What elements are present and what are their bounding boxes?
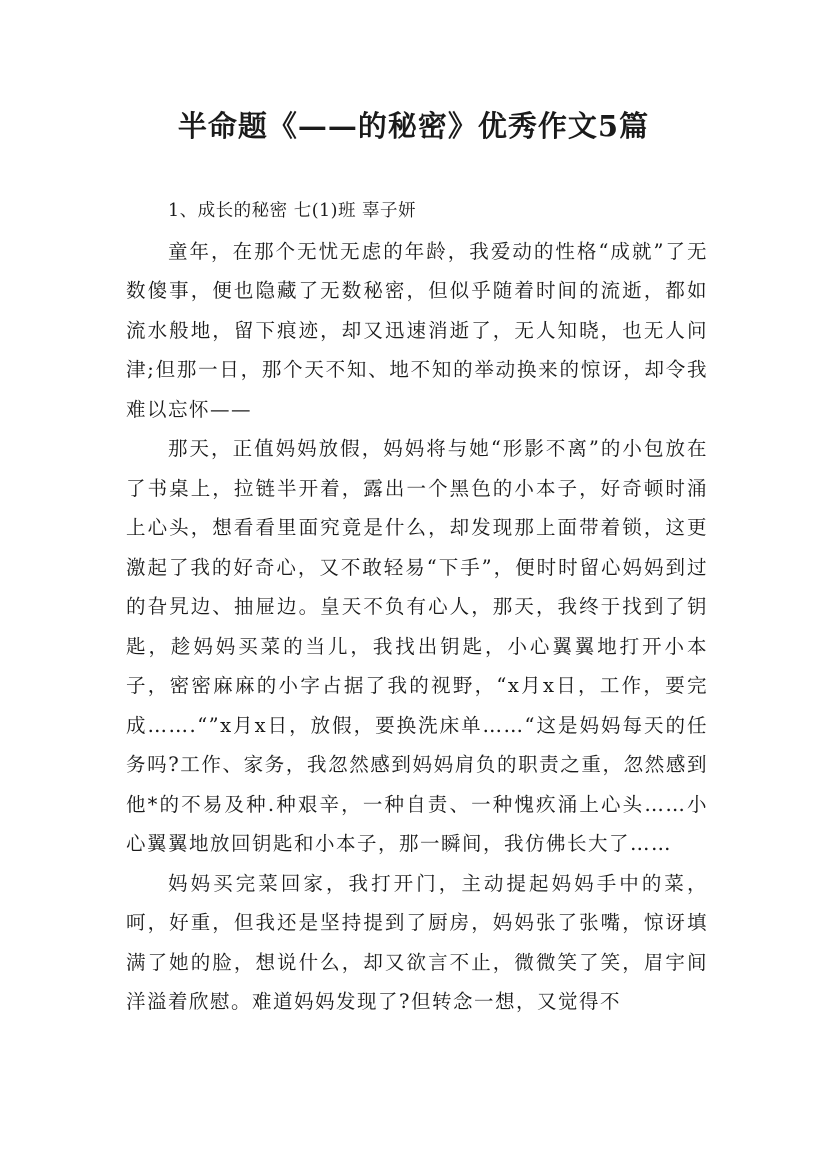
- paragraph-1: 童年，在那个无忧无虑的年龄，我爱动的性格“成就”了无数傻事，便也隐藏了无数秘密，但似乎随着时间的流逝，都如流水般地，留下痕迹，却又迅速消逝了，无人知晓，也无人问津;但那一日，那个天不知、地不知的举动换来的惊讶，却令我难以忘怀——: [126, 239, 708, 421]
- paragraph-3: 妈妈买完菜回家，我打开门，主动提起妈妈手中的菜，呵，好重，但我还是坚持提到了厨房，妈妈张了张嘴，惊讶填满了她的脸，想说什么，却又欲言不止，微微笑了笑，眉宇间洋溢着欣慰。难道妈妈发现了?但转念一想，又觉得不: [126, 871, 708, 1013]
- paragraph-2: 那天，正值妈妈放假，妈妈将与她“形影不离”的小包放在了书桌上，拉链半开着，露出一个黑色的小本子，好奇顿时涌上心头，想看看里面究竟是什么，却发现那上面带着锁，这更激起了我的好奇心，又不敢轻易“下手”，便时时留心妈妈到过的旮旯边、抽屉边。皇天不负有心人，那天，我终于找到了钥匙，趁妈妈买菜的当儿，我找出钥匙，小心翼翼地打开小本子，密密麻麻的小字占据了我的视野，“x月x日，工作，要完成…….“”x月x日，放假，要换洗床单……“这是妈妈每天的任务吗?工作、家务，我忽然感到妈妈肩负的职责之重，忽然感到他*的不易及种.种艰辛，一种自责、一种愧疚涌上心头……小心翼翼地放回钥匙和小本子，那一瞬间，我仿佛长大了……: [126, 437, 708, 855]
- document-title: 半命题《——的秘密》优秀作文5篇: [177, 109, 650, 143]
- section-heading: 1、成长的秘密 七(1)班 辜子妍: [168, 201, 417, 221]
- document-body: [126, 192, 708, 1022]
